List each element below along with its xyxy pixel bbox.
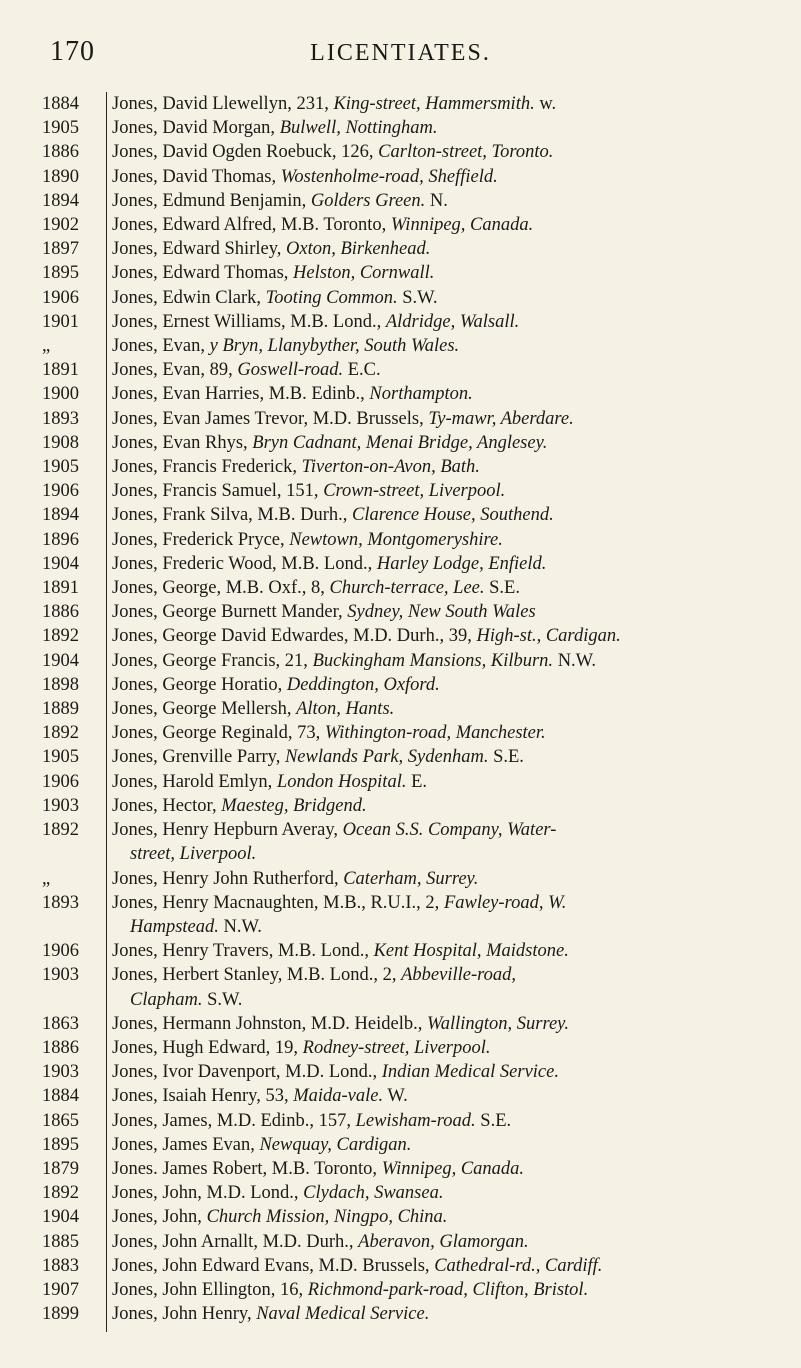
- entry-address: Fawley-road, W.: [443, 892, 567, 913]
- entry-address: Indian Medical Service.: [381, 1062, 559, 1083]
- entry-address: Aberavon, Glamorgan.: [358, 1231, 529, 1252]
- entry-address: Maesteg, Bridgend.: [221, 795, 367, 816]
- entry-year: 1906: [42, 771, 79, 792]
- entry-year: 1886: [42, 142, 79, 163]
- entry-year: 1896: [42, 529, 79, 550]
- entry-year: 1904: [42, 553, 79, 574]
- entry-year: 1905: [42, 118, 79, 139]
- entry-text: [112, 721, 762, 745]
- entry-text: [112, 1109, 762, 1133]
- entry-row: [0, 237, 801, 261]
- entry-continuation: [112, 842, 762, 866]
- entry-continuation: [112, 915, 762, 939]
- entry-row: [0, 1060, 801, 1084]
- entry-address: Carlton-street, Toronto.: [378, 142, 554, 163]
- entry-address: Newlands Park, Sydenham.: [284, 747, 489, 768]
- entry-district: S.E.: [475, 1110, 512, 1131]
- entry-text: [112, 770, 762, 794]
- entry-address: Crown-street, Liverpool.: [323, 481, 506, 502]
- entry-address: London Hospital.: [276, 771, 407, 792]
- entry-name: Jones, John Henry,: [112, 1304, 257, 1325]
- entry-row: [0, 721, 801, 745]
- entry-row: [0, 818, 801, 866]
- entry-name: Jones, John,: [112, 1207, 207, 1228]
- entry-row: [0, 867, 801, 891]
- entry-address: Cathedral-rd., Cardiff.: [434, 1255, 603, 1276]
- entry-row: [0, 1302, 801, 1326]
- entry-name: Jones, David Llewellyn, 231,: [112, 94, 334, 114]
- entry-year: 1892: [42, 723, 79, 744]
- entry-district: E.: [406, 771, 428, 792]
- entry-text: [112, 697, 762, 721]
- entry-text: [112, 1205, 762, 1229]
- entry-address: Wallington, Surrey.: [426, 1013, 569, 1034]
- entry-continuation: [112, 988, 762, 1012]
- entry-year: 1906: [42, 481, 79, 502]
- entry-text: [112, 407, 762, 431]
- entry-name: Jones, Henry Macnaughten, M.B., R.U.I., 2,: [112, 892, 444, 913]
- running-title: LICENTIATES.: [310, 40, 491, 66]
- entry-text: [112, 334, 762, 358]
- entry-district: S.E.: [484, 578, 520, 599]
- entry-year: 1885: [42, 1231, 79, 1252]
- entry-name: Jones, John Edward Evans, M.D. Brussels,: [112, 1255, 435, 1276]
- entry-text: [112, 1036, 762, 1060]
- entry-name: Jones, Evan,: [112, 336, 210, 357]
- entry-text: [112, 382, 762, 406]
- entry-year: 1893: [42, 408, 79, 429]
- entry-address: Newquay, Cardigan.: [259, 1134, 412, 1155]
- entry-text: [112, 479, 762, 503]
- entry-address: Rodney-street, Liverpool.: [302, 1037, 491, 1058]
- entry-address: Ty-mawr, Aberdare.: [428, 408, 574, 429]
- entry-address: Kent Hospital, Maidstone.: [373, 941, 569, 962]
- entry-name: Jones, David Ogden Roebuck, 126,: [112, 142, 379, 163]
- entry-name: Jones, Ernest Williams, M.B. Lond.,: [112, 311, 386, 332]
- entry-address: Church-terrace, Lee.: [329, 578, 485, 599]
- entry-address: Withington-road, Manchester.: [324, 723, 546, 744]
- entry-address: Oxton, Birkenhead.: [286, 239, 431, 260]
- entry-row: [0, 1084, 801, 1108]
- entry-address: Goswell-road.: [237, 360, 344, 381]
- entry-address: Buckingham Mansions, Kilburn.: [312, 650, 554, 671]
- entry-text: [112, 552, 762, 576]
- entry-text: [112, 818, 762, 866]
- entry-row: [0, 1157, 801, 1181]
- entry-year: 1886: [42, 1037, 79, 1058]
- entry-row: [0, 624, 801, 648]
- entry-text: [112, 1157, 762, 1181]
- entry-district: S.E.: [488, 747, 524, 768]
- entry-text: [112, 576, 762, 600]
- entry-address: Church Mission, Ningpo, China.: [206, 1207, 448, 1228]
- entry-list: [0, 92, 801, 1326]
- entry-row: [0, 794, 801, 818]
- entry-row: [0, 697, 801, 721]
- entry-year: 1883: [42, 1255, 79, 1276]
- entry-name: Jones, Hermann Johnston, M.D. Heidelb.,: [112, 1013, 427, 1034]
- entry-year: 1905: [42, 457, 79, 478]
- entry-text: [112, 189, 762, 213]
- entry-text: [112, 92, 762, 116]
- entry-text: [112, 794, 762, 818]
- entry-address: Winnipeg, Canada.: [381, 1158, 525, 1179]
- entry-name: Jones, Henry Travers, M.B. Lond.,: [112, 941, 374, 962]
- entry-year: 1905: [42, 747, 79, 768]
- entry-address: Abbeville-road,: [401, 965, 517, 986]
- entry-name: Jones, Henry John Rutherford,: [112, 868, 344, 889]
- entry-name: Jones, Edward Alfred, M.B. Toronto,: [112, 215, 391, 236]
- entry-name: Jones, Ivor Davenport, M.D. Lond.,: [112, 1062, 382, 1083]
- entry-address: Northampton.: [369, 384, 473, 405]
- entry-address: Richmond-park-road, Clifton, Bristol.: [307, 1279, 589, 1300]
- page-header: [0, 0, 801, 90]
- entry-text: [112, 1060, 762, 1084]
- entry-address: Aldridge, Walsall.: [385, 311, 520, 332]
- entry-row: [0, 382, 801, 406]
- entry-name: Jones, Grenville Parry,: [112, 747, 285, 768]
- entry-address: Bulwell, Nottingham.: [279, 118, 438, 139]
- entry-row: [0, 358, 801, 382]
- entry-address: Clydach, Swansea.: [303, 1183, 444, 1204]
- entry-year: 1892: [42, 820, 79, 841]
- entry-district: N.: [425, 190, 448, 211]
- entry-year: 1903: [42, 965, 79, 986]
- entry-name: Jones, George Reginald, 73,: [112, 723, 325, 744]
- entry-row: [0, 1133, 801, 1157]
- entry-text: [112, 140, 762, 164]
- entry-text: [112, 673, 762, 697]
- entry-text: [112, 310, 762, 334]
- entry-address: Helston, Cornwall.: [293, 263, 435, 284]
- entry-name: Jones, Frederick Pryce,: [112, 529, 290, 550]
- entry-name: Jones, James Evan,: [112, 1134, 260, 1155]
- entry-year: 1904: [42, 650, 79, 671]
- entry-name: Jones, George, M.B. Oxf., 8,: [112, 578, 330, 599]
- entry-row: [0, 770, 801, 794]
- entry-row: [0, 503, 801, 527]
- entry-year: 1884: [42, 94, 79, 114]
- entry-address: Alton, Hants.: [296, 699, 395, 720]
- entry-row: [0, 310, 801, 334]
- entry-row: [0, 140, 801, 164]
- entry-row: [0, 334, 801, 358]
- entry-row: [0, 1012, 801, 1036]
- entry-name: Jones, Evan Rhys,: [112, 432, 253, 453]
- entry-text: [112, 455, 762, 479]
- entry-continuation-district: N.W.: [218, 916, 262, 937]
- entry-text: [112, 358, 762, 382]
- entry-row: [0, 1278, 801, 1302]
- entry-year: 1865: [42, 1110, 79, 1131]
- entry-name: Jones, Evan James Trevor, M.D. Brussels,: [112, 408, 429, 429]
- entry-name: Jones, George David Edwardes, M.D. Durh., 39,: [112, 626, 477, 647]
- entry-name: Jones, Edwin Clark,: [112, 287, 266, 308]
- entry-text: [112, 624, 762, 648]
- entry-district: W.: [383, 1086, 408, 1107]
- entry-year: 1895: [42, 263, 79, 284]
- entry-address: Caterham, Surrey.: [343, 868, 479, 889]
- entry-row: [0, 649, 801, 673]
- entry-text: [112, 963, 762, 1011]
- entry-year: 1897: [42, 239, 79, 260]
- entry-row: [0, 673, 801, 697]
- entry-row: [0, 745, 801, 769]
- entry-year: 1904: [42, 1207, 79, 1228]
- entry-name: Jones, Evan, 89,: [112, 360, 238, 381]
- entry-name: Jones, Francis Samuel, 151,: [112, 481, 324, 502]
- entry-year: 1903: [42, 1062, 79, 1083]
- entry-name: Jones, Frederic Wood, M.B. Lond.,: [112, 553, 377, 574]
- entry-text: [112, 745, 762, 769]
- entry-year: 1899: [42, 1304, 79, 1325]
- entry-text: [112, 261, 762, 285]
- entry-address: Maida-vale.: [293, 1086, 384, 1107]
- entry-address: Sydney, New South Wales: [347, 602, 536, 623]
- entry-year: 1901: [42, 311, 79, 332]
- entry-name: Jones, Frank Silva, M.B. Durh.,: [112, 505, 352, 526]
- entry-name: Jones, Harold Emlyn,: [112, 771, 277, 792]
- entry-row: [0, 576, 801, 600]
- entry-name: Jones, George Francis, 21,: [112, 650, 313, 671]
- entry-address: Naval Medical Service.: [256, 1304, 430, 1325]
- entry-text: [112, 891, 762, 939]
- entry-year: 1893: [42, 892, 79, 913]
- entry-name: Jones, Henry Hepburn Averay,: [112, 820, 343, 841]
- entry-address: King-street, Hammersmith.: [333, 94, 535, 114]
- entry-address: Ocean S.S. Company, Water-: [342, 820, 557, 841]
- entry-text: [112, 1133, 762, 1157]
- entry-text: [112, 600, 762, 624]
- entry-row: [0, 261, 801, 285]
- entry-address: Golders Green.: [310, 190, 426, 211]
- entry-continuation-district: S.W.: [202, 989, 243, 1010]
- entry-address: Clarence House, Southend.: [352, 505, 554, 526]
- entry-year: 1903: [42, 795, 79, 816]
- entry-text: [112, 431, 762, 455]
- entry-row: [0, 116, 801, 140]
- entry-row: [0, 92, 801, 116]
- entry-text: [112, 528, 762, 552]
- entry-name: Jones, David Morgan,: [112, 118, 280, 139]
- entry-text: [112, 213, 762, 237]
- entry-text: [112, 286, 762, 310]
- entry-address: y Bryn, Llanybyther, South Wales.: [209, 336, 460, 357]
- entry-text: [112, 939, 762, 963]
- entry-year: 1894: [42, 505, 79, 526]
- entry-row: [0, 1230, 801, 1254]
- entry-name: Jones, Edward Thomas,: [112, 263, 294, 284]
- entry-address: Tooting Common.: [265, 287, 398, 308]
- entry-text: [112, 165, 762, 189]
- entry-year: 1898: [42, 674, 79, 695]
- entry-text: [112, 867, 762, 891]
- entry-name: Jones, Hector,: [112, 795, 222, 816]
- entry-year: 1906: [42, 287, 79, 308]
- entry-name: Jones, George Mellersh,: [112, 699, 297, 720]
- entry-continuation-address: street, Liverpool.: [130, 844, 257, 865]
- entry-name: Jones, John, M.D. Lond.,: [112, 1183, 304, 1204]
- entry-row: [0, 189, 801, 213]
- entry-year: 1900: [42, 384, 79, 405]
- entry-text: [112, 1254, 762, 1278]
- entry-district: S.W.: [397, 287, 438, 308]
- entry-row: [0, 165, 801, 189]
- entry-text: [112, 1084, 762, 1108]
- entry-row: [0, 407, 801, 431]
- entry-text: [112, 1230, 762, 1254]
- entry-year: „: [42, 336, 51, 357]
- entry-name: Jones. James Robert, M.B. Toronto,: [112, 1158, 382, 1179]
- entry-text: [112, 116, 762, 140]
- entry-name: Jones, Hugh Edward, 19,: [112, 1037, 303, 1058]
- entry-name: Jones, Edward Shirley,: [112, 239, 287, 260]
- entry-continuation-address: Clapham.: [130, 989, 203, 1010]
- entry-row: [0, 455, 801, 479]
- entry-name: Jones, David Thomas,: [112, 166, 281, 187]
- entry-text: [112, 1181, 762, 1205]
- entry-text: [112, 649, 762, 673]
- entry-name: Jones, Isaiah Henry, 53,: [112, 1086, 294, 1107]
- entry-text: [112, 503, 762, 527]
- entry-year: 1891: [42, 578, 79, 599]
- entry-name: Jones, James, M.D. Edinb., 157,: [112, 1110, 356, 1131]
- entry-name: Jones, Edmund Benjamin,: [112, 190, 311, 211]
- entry-row: [0, 431, 801, 455]
- entry-district: E.C.: [343, 360, 381, 381]
- entry-year: 1907: [42, 1279, 79, 1300]
- entry-text: [112, 1012, 762, 1036]
- entry-name: Jones, Francis Frederick,: [112, 457, 302, 478]
- entry-row: [0, 528, 801, 552]
- entry-text: [112, 237, 762, 261]
- entry-row: [0, 891, 801, 939]
- entry-year: 1908: [42, 432, 79, 453]
- entry-address: Bryn Cadnant, Menai Bridge, Anglesey.: [252, 432, 548, 453]
- entry-name: Jones, George Burnett Mander,: [112, 602, 348, 623]
- entry-year: 1902: [42, 215, 79, 236]
- entry-year: 1891: [42, 360, 79, 381]
- entry-name: Jones, George Horatio,: [112, 674, 287, 695]
- entry-district: w.: [534, 94, 557, 114]
- page-number: 170: [50, 36, 95, 67]
- entry-year: 1894: [42, 190, 79, 211]
- entry-year: 1890: [42, 166, 79, 187]
- entry-address: Tiverton-on-Avon, Bath.: [301, 457, 480, 478]
- entry-address: Newtown, Montgomeryshire.: [289, 529, 503, 550]
- entry-row: [0, 286, 801, 310]
- entry-row: [0, 939, 801, 963]
- entry-year: 1892: [42, 1183, 79, 1204]
- entry-year: 1895: [42, 1134, 79, 1155]
- entry-year: 1906: [42, 941, 79, 962]
- entry-row: [0, 1109, 801, 1133]
- entry-name: Jones, John Ellington, 16,: [112, 1279, 308, 1300]
- entry-district: N.W.: [553, 650, 597, 671]
- entry-address: Wostenholme-road, Sheffield.: [280, 166, 498, 187]
- entry-year: 1879: [42, 1158, 79, 1179]
- entry-name: Jones, Herbert Stanley, M.B. Lond., 2,: [112, 965, 402, 986]
- entry-row: [0, 1254, 801, 1278]
- entry-continuation-address: Hampstead.: [130, 916, 219, 937]
- entry-row: [0, 552, 801, 576]
- entry-year: 1863: [42, 1013, 79, 1034]
- entry-year: 1892: [42, 626, 79, 647]
- entry-text: [112, 1278, 762, 1302]
- entry-address: High-st., Cardigan.: [476, 626, 621, 647]
- entry-name: Jones, Evan Harries, M.B. Edinb.,: [112, 384, 370, 405]
- entry-row: [0, 963, 801, 1011]
- entry-text: [112, 1302, 762, 1326]
- entry-row: [0, 1205, 801, 1229]
- entry-name: Jones, John Arnallt, M.D. Durh.,: [112, 1231, 359, 1252]
- entry-row: [0, 1181, 801, 1205]
- entry-year: 1884: [42, 1086, 79, 1107]
- entry-row: [0, 479, 801, 503]
- entry-address: Lewisham-road.: [355, 1110, 476, 1131]
- entry-row: [0, 213, 801, 237]
- entry-year: „: [42, 868, 51, 889]
- entry-year: 1889: [42, 699, 79, 720]
- entry-row: [0, 1036, 801, 1060]
- entry-address: Deddington, Oxford.: [286, 674, 440, 695]
- entry-year: 1886: [42, 602, 79, 623]
- entry-row: [0, 600, 801, 624]
- entry-address: Harley Lodge, Enfield.: [376, 553, 547, 574]
- entry-address: Winnipeg, Canada.: [390, 215, 534, 236]
